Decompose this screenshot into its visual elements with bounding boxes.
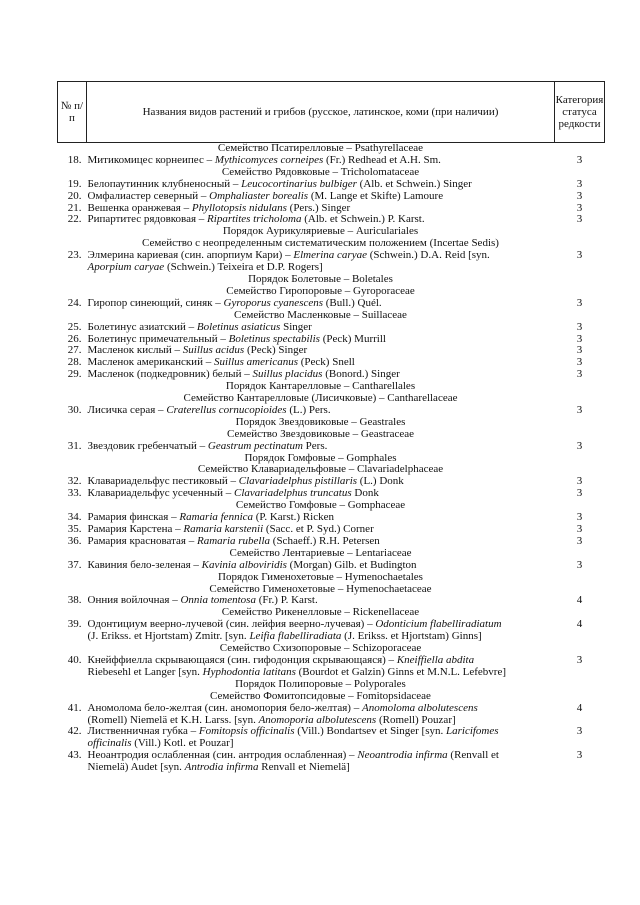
latin-name: Elmerina caryae [293, 249, 367, 262]
russian-name: Звездовик гребенчатый – [87, 439, 208, 452]
taxon-group-label: Семейство Клавариадельфовые – Clavariadelphaceae [197, 463, 444, 476]
authority-continued: (J. Erikss. et Hjortstam) Zmitr. [syn. [87, 630, 250, 643]
species-number: 32. [67, 475, 82, 488]
taxon-group-label: Семейство Псатирелловые – Psathyrellaceae [217, 142, 424, 154]
russian-name: Митикомицес корнеипес – [87, 153, 215, 166]
russian-name: Масленок (подкедровник) белый – [87, 368, 253, 381]
russian-name: Масленок американский – [87, 356, 214, 369]
authority: (Renvall et [447, 749, 499, 762]
synonym-authority: Renvall et Niemelä] [258, 761, 350, 774]
latin-name: Boletinus asiaticus [196, 320, 281, 333]
authority: (Morgan) Gilb. et Budington [286, 558, 417, 571]
rarity-category: 3 [576, 344, 583, 357]
synonym-latin-name: Aporpium caryae [87, 261, 165, 274]
species-number: 37. [67, 558, 82, 571]
authority: Singer [280, 320, 312, 333]
russian-name: Болетинус азиатский – [87, 320, 197, 333]
authority: (L.) Donk [357, 475, 404, 488]
authority: (Bull.) Quél. [323, 296, 382, 309]
taxon-group-label: Семейство Звездовиковые – Geastraceae [227, 427, 414, 440]
species-name-cell [87, 703, 555, 727]
rarity-category: 3 [576, 177, 583, 190]
taxon-group-label: Семейство Рикенелловые – Rickenellaceae [221, 606, 420, 619]
rarity-category: 3 [576, 332, 583, 345]
species-number: 33. [67, 487, 82, 500]
latin-name: Phyllotopsis nidulans [191, 201, 287, 214]
authority: (Fr.) P. Karst. [255, 594, 318, 607]
latin-name: Boletinus spectabilis [228, 332, 320, 345]
russian-name: Рамария Карстена – [87, 523, 184, 535]
rarity-category: 3 [576, 749, 583, 762]
latin-name: Neoantrodia infirma [357, 749, 448, 762]
rarity-category: 3 [576, 523, 583, 535]
authority: (Bonord.) Singer [322, 368, 400, 381]
species-name-cell [87, 655, 555, 679]
species-row [58, 655, 605, 679]
rarity-category: 4 [576, 594, 583, 607]
species-table-page [57, 81, 604, 774]
species-row [58, 250, 605, 274]
authority: (Alb. et Schwein.) P. Karst. [301, 213, 425, 226]
synonym-latin-name: officinalis [87, 737, 132, 750]
species-row [58, 560, 605, 572]
russian-name: Элмерина кариевая (син. апорпиум Кари) – [87, 249, 294, 262]
taxon-group-label: Семейство Кантарелловые (Лисичковые) – Cantharellaceae [183, 392, 458, 405]
synonym-authority: (Romell) Pouzar] [376, 713, 456, 726]
taxon-group-label: Порядок Болетовые – Boletales [248, 272, 393, 285]
species-number: 26. [67, 332, 82, 345]
rarity-category: 3 [576, 153, 583, 166]
latin-name: Ripartites tricholoma [207, 213, 302, 226]
species-number: 39. [67, 618, 82, 631]
synonym-latin-name: Laricifomes [445, 725, 499, 738]
rarity-category: 3 [576, 534, 583, 547]
rarity-category: 3 [576, 475, 583, 488]
authority: (Peck) Snell [298, 356, 355, 369]
table-header [58, 82, 605, 143]
rarity-category: 3 [576, 201, 583, 214]
species-number: 24. [67, 296, 82, 309]
synonym-authority: (Bourdot et Galzin) Ginns et M.N.L. Lefebvre] [295, 665, 507, 678]
species-number: 29. [67, 368, 82, 381]
russian-name: Кнейффиелла скрывающаяся (син. гифодонция скрывающаяся) – [87, 653, 397, 666]
species-number: 41. [67, 701, 82, 714]
species-name-cell [87, 298, 555, 310]
species-number: 22. [67, 213, 82, 226]
taxon-group-label: Семейство Гомфовые – Gomphaceae [235, 499, 406, 512]
russian-name: Рипартитес рядовковая – [87, 213, 208, 226]
table-body [58, 143, 605, 775]
species-number: 30. [67, 403, 82, 416]
species-number: 20. [67, 189, 82, 202]
latin-name: Suillus americanus [213, 356, 298, 369]
taxon-group-label: Семейство Рядовковые – Tricholomataceae [221, 165, 420, 178]
authority: (M. Lange et Skifte) Lamoure [308, 189, 444, 202]
latin-name: Mythicomyces corneipes [214, 153, 324, 166]
authority-continued: (Romell) Niemelä et K.H. Larss. [syn. [87, 713, 259, 726]
russian-name: Рамария красноватая – [87, 534, 197, 547]
latin-name: Suillus acidus [182, 344, 245, 357]
taxon-group-label: Семейство с неопределенным систематическим положением (Incertae Sedis) [142, 237, 499, 250]
rarity-category: 4 [576, 701, 583, 714]
russian-name: Лисичка серая – [87, 403, 167, 416]
russian-name: Вешенка оранжевая – [87, 201, 192, 214]
rarity-category: 3 [576, 403, 583, 416]
species-number: 25. [67, 320, 82, 333]
russian-name: Онния войлочная – [87, 594, 181, 607]
authority: (Vill.) Bondartsev et Singer [syn. [294, 725, 446, 738]
rarity-category: 3 [576, 558, 583, 571]
rarity-category: 3 [576, 368, 583, 381]
latin-name: Omphaliaster borealis [209, 189, 309, 202]
species-number: 18. [67, 153, 82, 166]
species-name-cell [87, 750, 555, 774]
authority: (Alb. et Schwein.) Singer [356, 177, 472, 190]
taxon-group-label: Семейство Лентариевые – Lentariaceae [229, 546, 412, 559]
species-number: 19. [67, 177, 82, 190]
russian-name: Одонтициум веерно-лучевой (син. лейфия веерно-лучевая) – [87, 618, 376, 631]
latin-name: Leucocortinarius bulbiger [241, 177, 357, 190]
taxon-group-row [58, 679, 605, 691]
header-rarity-category: Категория статуса редкости [555, 82, 605, 143]
rarity-category: 3 [576, 511, 583, 524]
latin-name: Ramaria karstenii [183, 523, 264, 535]
species-number: 21. [67, 201, 82, 214]
rarity-category: 3 [576, 653, 583, 666]
authority-continued: Niemelä) Audet [syn. [87, 761, 185, 774]
taxon-group-label: Семейство Фомитопсидовые – Fomitopsidaceae [210, 689, 431, 702]
species-row [58, 619, 605, 643]
species-number: 40. [67, 653, 82, 666]
taxon-group-row [58, 417, 605, 429]
species-name-cell [87, 441, 555, 453]
authority: (Schwein.) D.A. Reid [syn. [366, 249, 490, 262]
russian-name: Клавариадельфус усеченный – [87, 487, 234, 500]
species-number: 35. [67, 523, 82, 535]
authority-continued: Riebesehl et Langer [syn. [87, 665, 203, 678]
latin-name: Gyroporus cyanescens [223, 296, 324, 309]
synonym-latin-name: Anomoporia albolutescens [258, 713, 377, 726]
taxon-group-label: Семейство Гименохетовые – Hymenochaetaceae [209, 582, 432, 595]
species-number: 28. [67, 356, 82, 369]
latin-name: Clavariadelphus truncatus [233, 487, 352, 500]
synonym-authority: (Schwein.) Teixeira et D.P. Rogers] [164, 261, 323, 274]
synonym-latin-name: Antrodia infirma [184, 761, 259, 774]
russian-name: Масленок кислый – [87, 344, 183, 357]
rarity-category: 4 [576, 618, 583, 631]
header-number: № п/п [58, 82, 87, 143]
species-number: 42. [67, 725, 82, 738]
rarity-category: 3 [576, 725, 583, 738]
taxon-group-label: Порядок Кантарелловые – Cantharellales [225, 380, 416, 393]
latin-name: Geastrum pectinatum [207, 439, 303, 452]
species-number: 38. [67, 594, 82, 607]
russian-name: Белопаутинник клубненосный – [87, 177, 242, 190]
authority: (Peck) Singer [244, 344, 308, 357]
taxon-group-label: Порядок Гомфовые – Gomphales [244, 451, 397, 464]
rarity-category: 3 [576, 356, 583, 369]
russian-name: Клавариадельфус пестиковый – [87, 475, 239, 488]
rarity-category: 3 [576, 189, 583, 202]
latin-name: Kavinia alboviridis [201, 558, 287, 571]
latin-name: Kneiffiella abdita [396, 653, 475, 666]
latin-name: Craterellus cornucopioides [166, 403, 287, 416]
species-row [58, 441, 605, 453]
authority: (Fr.) Redhead et A.H. Sm. [323, 153, 441, 166]
authority: (Sacc. et P. Syd.) Corner [263, 523, 374, 535]
taxon-group-label: Семейство Гиропоровые – Gyroporaceae [226, 284, 415, 297]
russian-name: Болетинус примечательный – [87, 332, 229, 345]
authority: (P. Karst.) Ricken [253, 511, 334, 524]
taxon-group-label: Порядок Аурикуляриевые – Auriculariales [222, 225, 419, 238]
latin-name: Suillus placidus [252, 368, 323, 381]
species-name-cell [87, 726, 555, 750]
russian-name: Омфалиастер северный – [87, 189, 210, 202]
authority: (Pers.) Singer [286, 201, 351, 214]
species-row [58, 298, 605, 310]
russian-name: Рамария финская – [87, 511, 180, 524]
rarity-category: 3 [576, 213, 583, 226]
rarity-category: 3 [576, 439, 583, 452]
latin-name: Onnia tomentosa [180, 594, 256, 607]
authority: (L.) Pers. [286, 403, 331, 416]
species-name-cell [87, 560, 555, 572]
species-row [58, 750, 605, 774]
species-number: 36. [67, 534, 82, 547]
russian-name: Аномолома бело-желтая (син. аномопория бело-желтая) – [87, 701, 362, 714]
authority: Pers. [302, 439, 328, 452]
species-number: 27. [67, 344, 82, 357]
species-row [58, 703, 605, 727]
rarity-category: 3 [576, 249, 583, 262]
synonym-latin-name: Leifia flabelliradiata [249, 630, 342, 643]
latin-name: Ramaria fennica [179, 511, 254, 524]
taxon-group-label: Порядок Полипоровые – Polyporales [235, 677, 406, 690]
authority: (Peck) Murrill [319, 332, 386, 345]
species-name-cell [87, 250, 555, 274]
species-table [57, 81, 605, 774]
latin-name: Ramaria rubella [197, 534, 271, 547]
rarity-category: 3 [576, 296, 583, 309]
latin-name: Clavariadelphus pistillaris [238, 475, 358, 488]
taxon-group-label: Порядок Гименохетовые – Hymenochaetales [218, 570, 423, 583]
taxon-group-label: Порядок Звездовиковые – Geastrales [235, 415, 406, 428]
species-name-cell [87, 619, 555, 643]
header-species-names: Названия видов растений и грибов (русское, латинское, коми (при наличии) [87, 82, 555, 143]
taxon-group-row [58, 572, 605, 584]
authority: (Schaeff.) R.H. Petersen [270, 534, 380, 547]
russian-name: Неоантродия ослабленная (син. антродия ослабленная) – [87, 749, 358, 762]
synonym-latin-name: Hyphodontia latitans [202, 665, 296, 678]
species-number: 43. [67, 749, 82, 762]
synonym-authority: (J. Erikss. et Hjortstam) Ginns] [341, 630, 482, 643]
latin-name: Anomoloma albolutescens [361, 701, 478, 714]
species-row [58, 726, 605, 750]
russian-name: Кавиния бело-зеленая – [87, 558, 202, 571]
rarity-category: 3 [576, 320, 583, 333]
latin-name: Fomitopsis officinalis [198, 725, 295, 738]
species-number: 23. [67, 249, 82, 262]
taxon-group-label: Семейство Масленковые – Suillaceae [234, 308, 407, 321]
rarity-category: 3 [576, 487, 583, 500]
latin-name: Odonticium flabelliradiatum [375, 618, 502, 631]
authority: Donk [351, 487, 379, 500]
species-number: 34. [67, 511, 82, 524]
taxon-group-label: Семейство Схизопоровые – Schizoporaceae [219, 642, 422, 655]
russian-name: Лиственничная губка – [87, 725, 199, 738]
synonym-authority: (Vill.) Kotl. et Pouzar] [131, 737, 234, 750]
species-number: 31. [67, 439, 82, 452]
russian-name: Гиропор синеющий, синяк – [87, 296, 224, 309]
